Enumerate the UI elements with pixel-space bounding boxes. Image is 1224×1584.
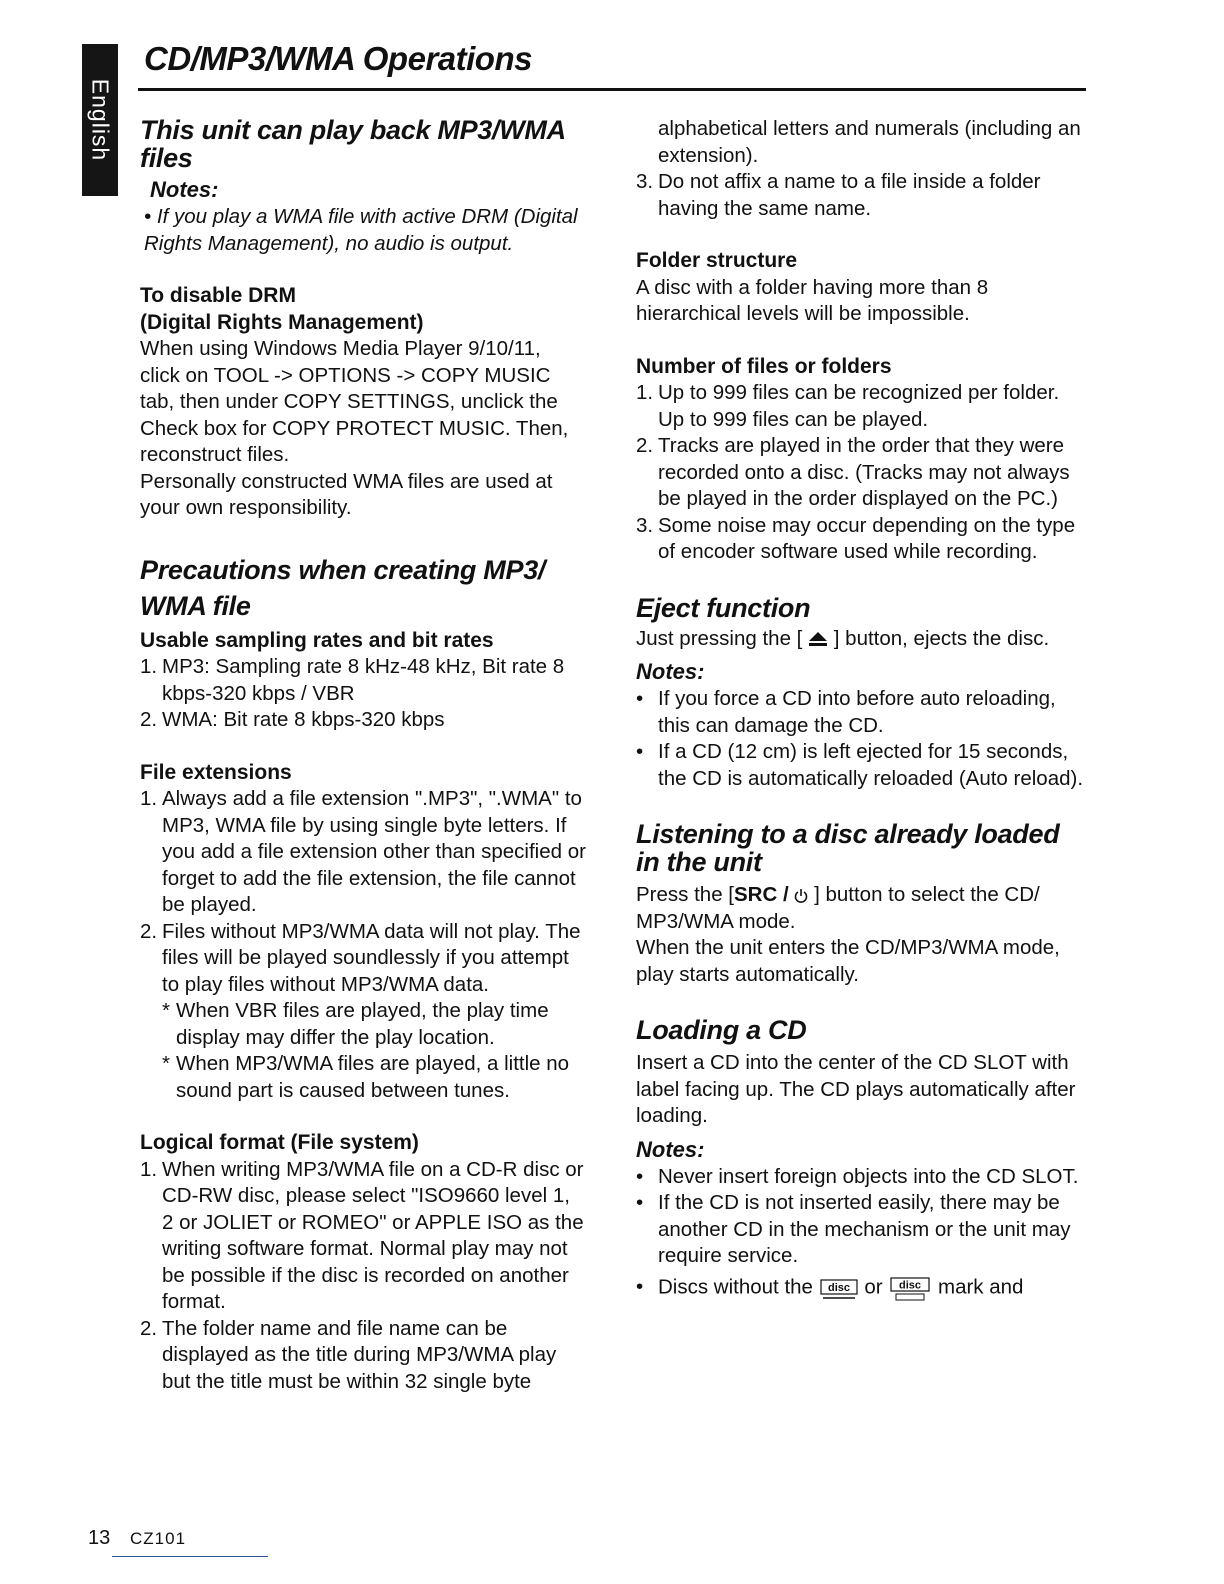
list-item: 2. Tracks are played in the order that they were recorded onto a disc. (Tracks may not always be played in the order displayed on the PC.) — [636, 434, 1070, 510]
list-item: 3. Some noise may occur depending on the type of encoder software used while recording. — [636, 513, 1076, 563]
list-item: 3. Do not affix a name to a file inside a folder having the same name. — [636, 170, 1041, 220]
list-item: 1. Up to 999 files can be recognized per folder. — [636, 381, 1060, 404]
log2-continuation: alphabetical letters and numerals (including an extension). — [658, 117, 1081, 167]
compact-disc-digital-audio-logo — [819, 1275, 859, 1301]
drm-note: • If you play a WMA file with active DRM (Digital Rights Management), no audio is output. — [144, 205, 578, 255]
list-item: • If you force a CD into before auto reloading, this can damage the CD. — [636, 687, 1056, 737]
extensions-heading: File extensions — [140, 760, 292, 784]
drm-subheading: (Digital Rights Management) — [140, 310, 424, 334]
notes-label: Notes: — [636, 1136, 705, 1162]
footer-rule — [112, 1556, 268, 1557]
right-column — [636, 116, 1084, 1302]
list-item: 1. When writing MP3/WMA file on a CD-R disc or CD-RW disc, please select "ISO9660 level 1, 2 or JOLIET or ROMEO" or APPLE ISO as the writing software format. Normal play may not be possible if the disc is recorded on another format. — [140, 1157, 584, 1313]
folder-structure-text: A disc with a folder having more than 8 hierarchical levels will be impossible. — [636, 275, 989, 325]
section-title-playback: This unit can play back MP3/WMA files — [140, 115, 565, 173]
notes-label: Notes: — [636, 659, 705, 684]
page-number: 13 — [88, 1527, 111, 1549]
list-item: 2. Files without MP3/WMA data will not play. The files will be played soundlessly if you attempt to play files without MP3/WMA data. — [140, 919, 581, 996]
list-item: 1. Always add a file extension ".MP3", ".WMA" to MP3, WMA file by using single byte letters. If you add a file extension other than specified or forget to add the file extension, the file cannot be played. — [140, 787, 586, 916]
list-item: 2. WMA: Bit rate 8 kbps-320 kbps — [140, 708, 445, 731]
section-title-precautions: Precautions when creating MP3/ WMA file — [140, 554, 546, 621]
drm-responsibility: Personally constructed WMA files are used at your own responsibility. — [140, 469, 553, 519]
logical-format-heading: Logical format (File system) — [140, 1131, 419, 1154]
list-item: • If a CD (12 cm) is left ejected for 15 seconds, the CD is automatically reloaded (Auto reload). — [636, 740, 1084, 790]
list-item: 2. The folder name and file name can be displayed as the title during MP3/WMA play but the title must be within 32 single byte — [140, 1316, 557, 1393]
list-item: 1. MP3: Sampling rate 8 kHz-48 kHz, Bit rate 8 kbps-320 kbps / VBR — [140, 655, 565, 705]
language-tab — [82, 44, 118, 196]
section-title-loading: Loading a CD — [636, 1015, 807, 1045]
footnote: * When MP3/WMA files are played, a little no sound part is caused between tunes. — [162, 1052, 570, 1102]
svg-text:disc: disc — [827, 1281, 850, 1294]
compact-disc-text-logo — [888, 1274, 932, 1302]
model-number: CZ101 — [130, 1529, 187, 1548]
number-files-heading: Number of files or folders — [636, 354, 892, 378]
svg-text:disc: disc — [899, 1279, 922, 1291]
section-title-eject: Eject function — [636, 592, 811, 623]
listen-mode-text: When the unit enters the CD/MP3/WMA mode, play starts automatically. — [636, 936, 1060, 986]
title-rule — [138, 88, 1086, 91]
page-title: CD/MP3/WMA Operations — [144, 40, 532, 77]
list-item: • If the CD is not inserted easily, there may be another CD in the mechanism or the unit may require service. — [636, 1191, 1071, 1267]
list-item-continuation: Up to 999 files can be played. — [658, 407, 929, 431]
eject-text: Just pressing the [ ] button, ejects the disc. — [636, 626, 1050, 650]
folder-structure-heading: Folder structure — [636, 249, 798, 272]
power-icon — [794, 888, 808, 904]
loading-text: Insert a CD into the center of the CD SLOT with label facing up. The CD plays automatically after loading. — [636, 1051, 1076, 1127]
footnote: * When VBR files are played, the play time display may differ the play location. — [162, 999, 549, 1049]
notes-label: Notes: — [150, 177, 219, 202]
eject-icon — [808, 631, 828, 647]
drm-heading: To disable DRM — [140, 284, 296, 307]
list-item: • Never insert foreign objects into the CD SLOT. — [636, 1164, 1079, 1188]
drm-paragraph: When using Windows Media Player 9/10/11, click on TOOL -> OPTIONS -> COPY MUSIC tab, then under COPY SETTINGS, unclick the Check box for COPY PROTECT MUSIC. Then, reconstruct files. — [140, 337, 569, 466]
left-column — [140, 116, 586, 1395]
list-item: • Discs without the disc or disc mark and — [636, 1274, 1084, 1302]
listen-text: Press the [SRC / ] button to select the CD/ MP3/WMA mode. — [636, 883, 1040, 933]
language-tab-label: English — [87, 78, 114, 162]
section-title-listening: Listening to a disc already loaded in the unit — [636, 819, 1060, 877]
rates-heading: Usable sampling rates and bit rates — [140, 628, 494, 652]
